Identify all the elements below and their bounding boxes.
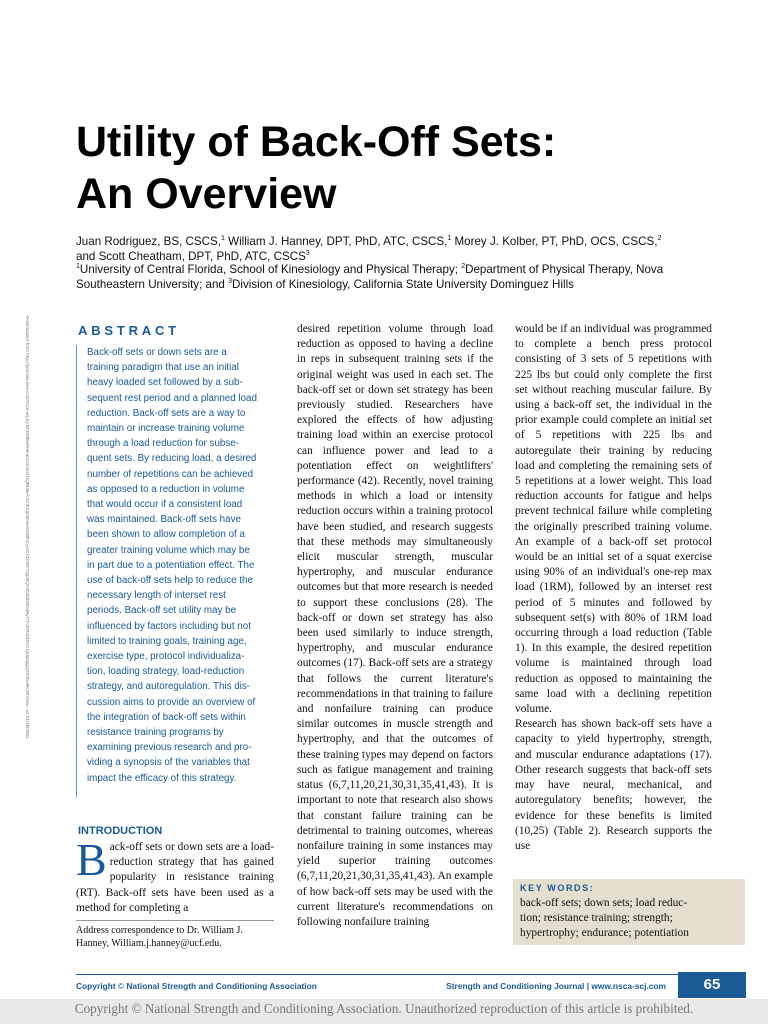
affil-2: Department of Physical Therapy, Nova <box>465 263 664 276</box>
affil-3: Division of Kinesiology, California State University Dominguez Hills <box>232 278 574 291</box>
introduction-text <box>76 834 274 916</box>
author-4: and Scott Cheatham, DPT, PhD, ATC, CSCS <box>76 250 306 263</box>
abstract-line: was maintained. Back-off sets have <box>87 514 241 526</box>
abstract-line: as opposed to a reduction in volume <box>87 483 245 495</box>
footer-journal <box>406 981 666 991</box>
keywords-line-1: back-off sets; down sets; load reduc- <box>520 897 688 909</box>
footer-copyright-org: National Strength and Conditioning Association <box>126 981 317 991</box>
abstract-heading: ABSTRACT <box>78 323 180 338</box>
affil-3-marker: 3 <box>228 278 232 286</box>
author-2: William J. Hanney, DPT, PhD, ATC, CSCS, <box>224 235 448 248</box>
download-watermark-text: Downloaded from http://journals.lww.com/nsca-scj by BhDMf5ePHKav1zEoum1tQfN4a+kJLhEZgbsIHo4XMi0hCywCX1AWnYQp/IlQrHD3i3D0OdRyi7TvSFl4Cf3VC1y0abggQZXdtwnfKZBYtws= on 01/18/2022 <box>25 316 30 739</box>
abstract-line: Back-off sets or down sets are a <box>87 347 227 358</box>
copyright-symbol: © <box>117 981 125 991</box>
abstract-line: that would occur if a consistent load <box>87 499 243 511</box>
abstract-line: exercise type, protocol individualiza- <box>87 651 245 663</box>
abstract-line: strategy, and autoregulation. This dis- <box>87 681 251 693</box>
abstract-body <box>76 345 272 797</box>
abstract-line: number of repetitions can be achieved <box>87 468 254 480</box>
column-3-paragraph-2: Research has shown back-off sets have a capacity to yield hypertrophy, strength, and muscular endurance adaptations (17). Other research suggests that back-off sets may have neural, mechanical, and autoregulatory benefits; however, the evidence for these benefits is limited (10,25) (Table 2). Research supports the use <box>515 718 712 852</box>
title-line-2: An Overview <box>76 170 337 218</box>
abstract-line: viding a synopsis of the variables that <box>87 757 250 769</box>
affil-2-cont: Southeastern University; and <box>76 278 229 291</box>
abstract-line: influenced by factors including but not <box>87 620 251 632</box>
abstract-line: cussion aims to provide an overview of <box>87 696 256 708</box>
keywords-line-3: hypertrophy; endurance; potentiation <box>520 927 689 940</box>
keywords-heading: KEY WORDS: <box>520 883 595 893</box>
correspondence-address: Address correspondence to Dr. William J. Hanney, William.j.hanney@ucf.edu. <box>76 925 243 949</box>
column-3-paragraph-1: would be if an individual was programmed to complete a bench press protocol consisting of 3 sets of 5 repetitions with 225 lbs but could only complete the first set without reaching muscular failure. By using a back-off set, the individual in the prior example could complete an initial set of 5 repetitions with 225 lbs and autoregulate their training by reducing load and completing the remaining sets of 5 repetitions at a lower weight. This load reduction accounts for fatigue and helps prevent technical failure while completing the originally prescribed training volume. An example of a back-off set protocol would be an initial set of a squat exercise using 90% of an individual's one-rep max load (1RM), followed by an interset rest period of 5 minutes and followed by subsequent set(s) with 80% of 1RM load occurring through a load reduction (Table 1). In this example, the desired repetition volume is maintained through load reduction as opposed to maintaining the same load with a declining repetition volume. <box>515 323 712 716</box>
abstract-line: heavy loaded set followed by a sub- <box>87 377 243 389</box>
introduction-heading: INTRODUCTION <box>78 825 163 837</box>
journal-url-link[interactable]: www.nsca-scj.com <box>591 981 666 991</box>
footer-copyright <box>76 981 317 991</box>
keywords-list <box>520 896 732 942</box>
affil-1: University of Central Florida, School of Kinesiology and Physical Therapy; <box>79 263 462 276</box>
abstract-line: in part due to a potentiation effect. The <box>87 559 255 571</box>
drop-cap: B <box>76 834 107 885</box>
abstract-line: reduction. Back-off sets are a way to <box>87 407 246 419</box>
body-column-3 <box>515 322 712 854</box>
abstract-line: the integration of back-off sets within <box>87 711 246 723</box>
journal-name: Strength and Conditioning Journal <box>446 981 585 991</box>
keywords-line-2: tion; resistance training; strength; <box>520 912 673 925</box>
abstract-line: greater training volume which may be <box>87 544 250 556</box>
copyright-notice: Copyright © National Strength and Conditioning Association. Unauthorized reproduction of this article is prohibited. <box>74 1001 694 1016</box>
abstract-line: examining previous research and pro- <box>87 742 252 754</box>
footer-divider <box>76 974 678 975</box>
abstract-line: quent sets. By reducing load, a desired <box>87 453 257 465</box>
abstract-line: use of back-off sets help to reduce the <box>87 575 253 587</box>
abstract-line: training paradigm that use an initial <box>87 362 239 374</box>
affil-1-marker: 1 <box>76 263 80 271</box>
author-list <box>76 234 736 264</box>
abstract-line: through a load reduction for subse- <box>87 438 239 450</box>
abstract-line: maintain or increase training volume <box>87 423 245 435</box>
affil-2-marker: 2 <box>461 263 466 271</box>
abstract-line: been shown to allow completion of a <box>87 529 245 541</box>
author-1: Juan Rodriguez, BS, CSCS, <box>76 235 221 248</box>
abstract-line: resistance training programs by <box>87 727 224 739</box>
abstract-line: necessary length of interset rest <box>87 590 226 602</box>
abstract-line: periods. Back-off set utility may be <box>87 605 237 617</box>
article-title <box>76 116 736 220</box>
abstract-line: limited to training goals, training age, <box>87 635 247 647</box>
affiliations <box>76 262 736 292</box>
author-3: Morey J. Kolber, PT, PhD, OCS, CSCS, <box>451 235 658 248</box>
body-column-2 <box>297 322 493 930</box>
abstract-line: sequent rest period and a planned load <box>87 392 257 404</box>
footer-separator: | <box>586 981 590 991</box>
abstract-line: tion, loading strategy, load-reduction <box>87 666 245 678</box>
author-3-affil: 2 <box>657 235 662 243</box>
title-line-1: Utility of Back-Off Sets: <box>76 118 557 166</box>
address-divider <box>76 920 274 921</box>
author-4-affil: 3 <box>305 250 310 258</box>
column-2-paragraph: desired repetition volume through load reduction as opposed to having a decline in reps in subsequent training sets if the original weight was used in each set. The back-off set or down set strategy has been previously studied. Researchers have explored the effects of how adjusting training load within an exercise protocol can influence power and lead to a potentiation effect on weightlifters' performance (42). Recently, novel training methods in which a load or intensity reduction occurs within a training protocol have been studied, and research suggests that these methods may simultaneously elicit muscular strength, muscular hypertrophy, and muscular endurance outcomes but that more research is needed to support these conclusions (28). The back-off or down set strategy has also been used similarly to induce strength, hypertrophy, and muscular endurance outcomes (17). Back-off sets are a strategy that follows the current literature's recommendations in that training to failure and nonfailure training can produce similar outcomes in muscle strength and hypertrophy, and that the outcomes of these training types may depend on factors such as fatigue management and training status (6,7,11,20,21,30,31,35,41,43). It is important to note that research also shows that constant failure training can be detrimental to training outcomes, whereas nonfailure training in some instances may yield superior training outcomes (6,7,11,20,21,30,31,35,41,43). An example of how back-off sets may be used with the current literature's recommendations on following nonfailure training <box>297 323 493 928</box>
footer-copyright-prefix: Copyright <box>76 981 116 991</box>
page-number: 65 <box>678 972 746 998</box>
abstract-line: impact the efficacy of this strategy. <box>87 772 237 784</box>
download-watermark <box>16 316 38 802</box>
author-2-affil: 1 <box>447 235 452 243</box>
introduction-paragraph: ack-off sets or down sets are a load-reduction strategy that has gained popularity in resistance training (RT). Back-off sets have been used as a method for completing a <box>76 841 274 914</box>
author-1-affil: 1 <box>221 235 225 243</box>
